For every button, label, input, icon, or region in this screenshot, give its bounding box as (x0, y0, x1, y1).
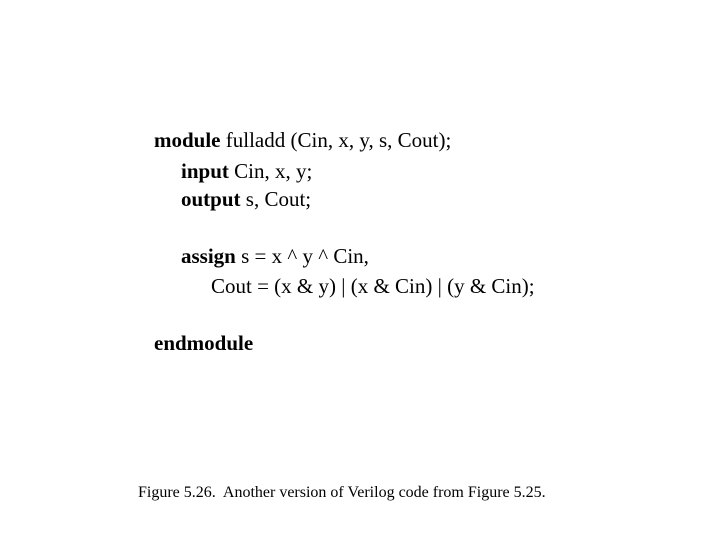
code-line-input (181, 161, 312, 182)
input-declaration: Cin, x, y; (228, 159, 313, 183)
code-line-assign (181, 246, 369, 267)
keyword-assign: assign (181, 244, 236, 268)
keyword-endmodule: endmodule (154, 331, 254, 355)
module-declaration: fulladd (Cin, x, y, s, Cout); (220, 128, 452, 152)
code-line-output (181, 189, 311, 210)
assign-sum-expression: s = x ^ y ^ Cin, (235, 244, 369, 268)
keyword-input: input (181, 159, 229, 183)
code-line-cout (211, 276, 535, 297)
figure-caption: Figure 5.26. Another version of Verilog code from Figure 5.25. (138, 484, 546, 501)
output-declaration: s, Cout; (240, 187, 312, 211)
keyword-module: module (154, 128, 221, 152)
assign-cout-expression: Cout = (x & y) | (x & Cin) | (y & Cin); (211, 274, 535, 298)
code-line-endmodule (154, 333, 253, 354)
code-line-module (154, 130, 451, 151)
keyword-output: output (181, 187, 241, 211)
